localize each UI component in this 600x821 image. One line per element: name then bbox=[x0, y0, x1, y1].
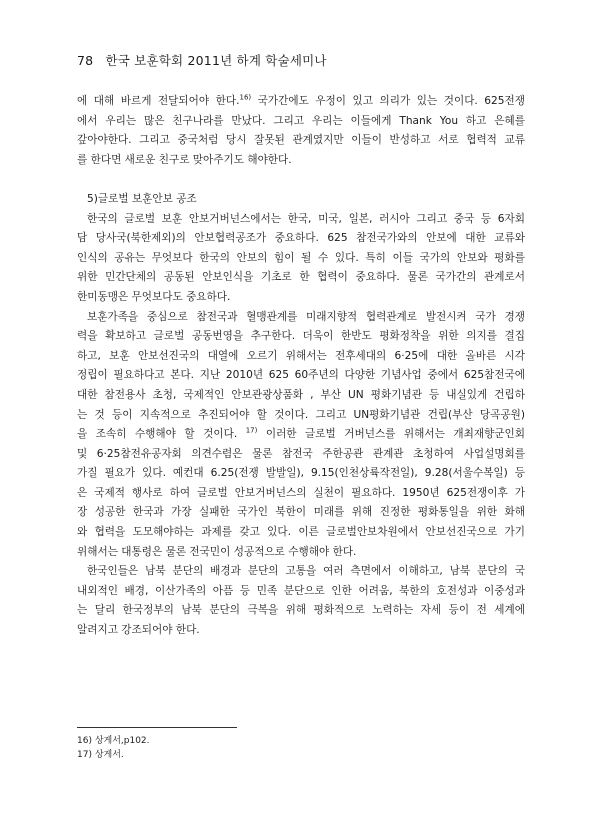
page-number: 78 bbox=[77, 53, 94, 68]
footnote-ref-16[interactable]: 16) bbox=[239, 93, 252, 102]
paragraph-line: 한미동맹은 무엇보다도 중요하다. bbox=[77, 290, 231, 303]
paragraph-line: 위한 민간단체의 공동된 안보인식을 기초로 한 협력이 중요하다. 물론 국가간의 관계로서 bbox=[77, 271, 525, 284]
paragraph-line: 위해서는 대통령은 물론 전국민이 성공적으로 수행해야 한다. bbox=[77, 545, 357, 558]
paragraph-line: 은 국제적 행사로 하여 글로벌 안보거버넌스의 실천이 필요하다. 1950년 625전쟁이후 가 bbox=[77, 486, 525, 499]
footnote-17: 17) 상게서. bbox=[77, 750, 124, 760]
paragraph-line: 는 것 등이 지속적으로 추진되어야 할 것이다. 그리고 UN평화기념관 건립(부산 당곡공원) bbox=[77, 408, 525, 421]
paragraph-line: 하고, 보훈 안보선진국의 대열에 오르기 위해서는 전후세대의 6·25에 대한 올바른 시각 bbox=[77, 349, 525, 362]
body-text bbox=[77, 92, 525, 641]
footnotes bbox=[77, 734, 150, 762]
paragraph-line: 한국의 글로벌 보훈 안보거버넌스에서는 한국, 미국, 일본, 러시아 그리고 중국 등 6자회 bbox=[87, 212, 525, 225]
paragraph-line: 인식의 공유는 무엇보다 한국의 안보의 힘이 될 수 있다. 특히 이들 국가의 안보와 평화를 bbox=[77, 251, 525, 264]
paragraph-line: 한국인들은 남북 분단의 배경과 분단의 고통을 여러 측면에서 이해하고, 남북 분단의 국 bbox=[87, 565, 525, 578]
paragraph-line: 와 협력을 도모해야하는 과제를 갖고 있다. 이른 글로벌안보차원에서 안보선진국으로 가기 bbox=[77, 526, 525, 539]
paragraph-line: 알려지고 강조되어야 한다. bbox=[77, 624, 200, 637]
paragraph-line: 담 당사국(북한제외)의 안보협력공조가 중요하다. 625 참전국가와의 안보에 대한 교류와 bbox=[77, 232, 525, 245]
footnote-divider bbox=[77, 727, 237, 728]
paragraph-line: 는 달리 한국정부의 남북 분단의 극복을 위해 평화적으로 노력하는 자세 등이 전 세계에 bbox=[77, 604, 525, 617]
paragraph-line: 정립이 필요하다고 본다. 지난 2010년 625 60주년의 다양한 기념사업 중에서 625참전국에 bbox=[77, 369, 525, 382]
section-heading: 5)글로벌 보훈안보 공조 bbox=[87, 192, 197, 205]
paragraph-line: 보훈가족을 중심으로 참전국과 혈맹관계를 미래지향적 협력관계로 발전시켜 국가 경쟁 bbox=[87, 310, 525, 323]
paragraph-line: 을 조속히 수행해야 할 것이다. $^{17)}$ 이러한 글로벌 거버넌스를 위해서는 개최재향군인회 bbox=[77, 426, 525, 441]
paragraph-line: 에서 우리는 많은 친구나라를 만났다. 그리고 우리는 이들에게 Thank You 하고 은혜를 bbox=[77, 114, 525, 127]
paragraph-line: 를 한다면 새로운 친구로 맞아주기도 해야한다. bbox=[77, 153, 292, 166]
paragraph-line: 내외적인 배경, 이산가족의 아픔 등 민족 분단으로 인한 어려움, 북한의 호전성과 이중성과 bbox=[77, 584, 525, 597]
paragraph-line: 장 성공한 한국과 가장 실패한 국가인 북한이 미래를 위해 진정한 평화통일을 위한 화해 bbox=[77, 506, 525, 519]
paragraph-line: 에 대해 바르게 전달되어야 한다.$^{16)}$ 국가간에도 우정이 있고 의리가 있는 것이다. 625전쟁 bbox=[77, 93, 525, 107]
paragraph-line: 력을 확보하고 글로벌 공동번영을 추구한다. 더욱이 한반도 평화정착을 위한 의지를 결집 bbox=[77, 330, 525, 343]
paragraph-line: 가질 필요가 있다. 예컨대 6.25(전쟁 발발일), 9.15(인천상륙작전일), 9.28(서울수복일) 등 bbox=[77, 467, 525, 480]
paragraph-gap bbox=[77, 170, 525, 190]
paragraph-line: 대한 참전용사 초청, 국제적인 안보관광상품화 , 부산 UN 평화기념관 등 내실있게 건립하 bbox=[77, 388, 525, 401]
footnote-16: 16) 상게서,p102. bbox=[77, 736, 150, 746]
running-title: 한국 보훈학회 2011년 하계 학술세미나 bbox=[105, 53, 327, 68]
paragraph-line: 및 6·25참전유공자회 의견수렴은 물론 참전국 주한공관 관계관 초청하여 사업설명회를 bbox=[77, 447, 525, 460]
paragraph-line: 갚아야한다. 그리고 중국처럼 당시 잘못된 관계였지만 이들이 반성하고 서로 협력적 교류 bbox=[77, 134, 525, 147]
footnote-ref-17[interactable]: 17) bbox=[245, 426, 258, 435]
running-header bbox=[77, 51, 327, 69]
